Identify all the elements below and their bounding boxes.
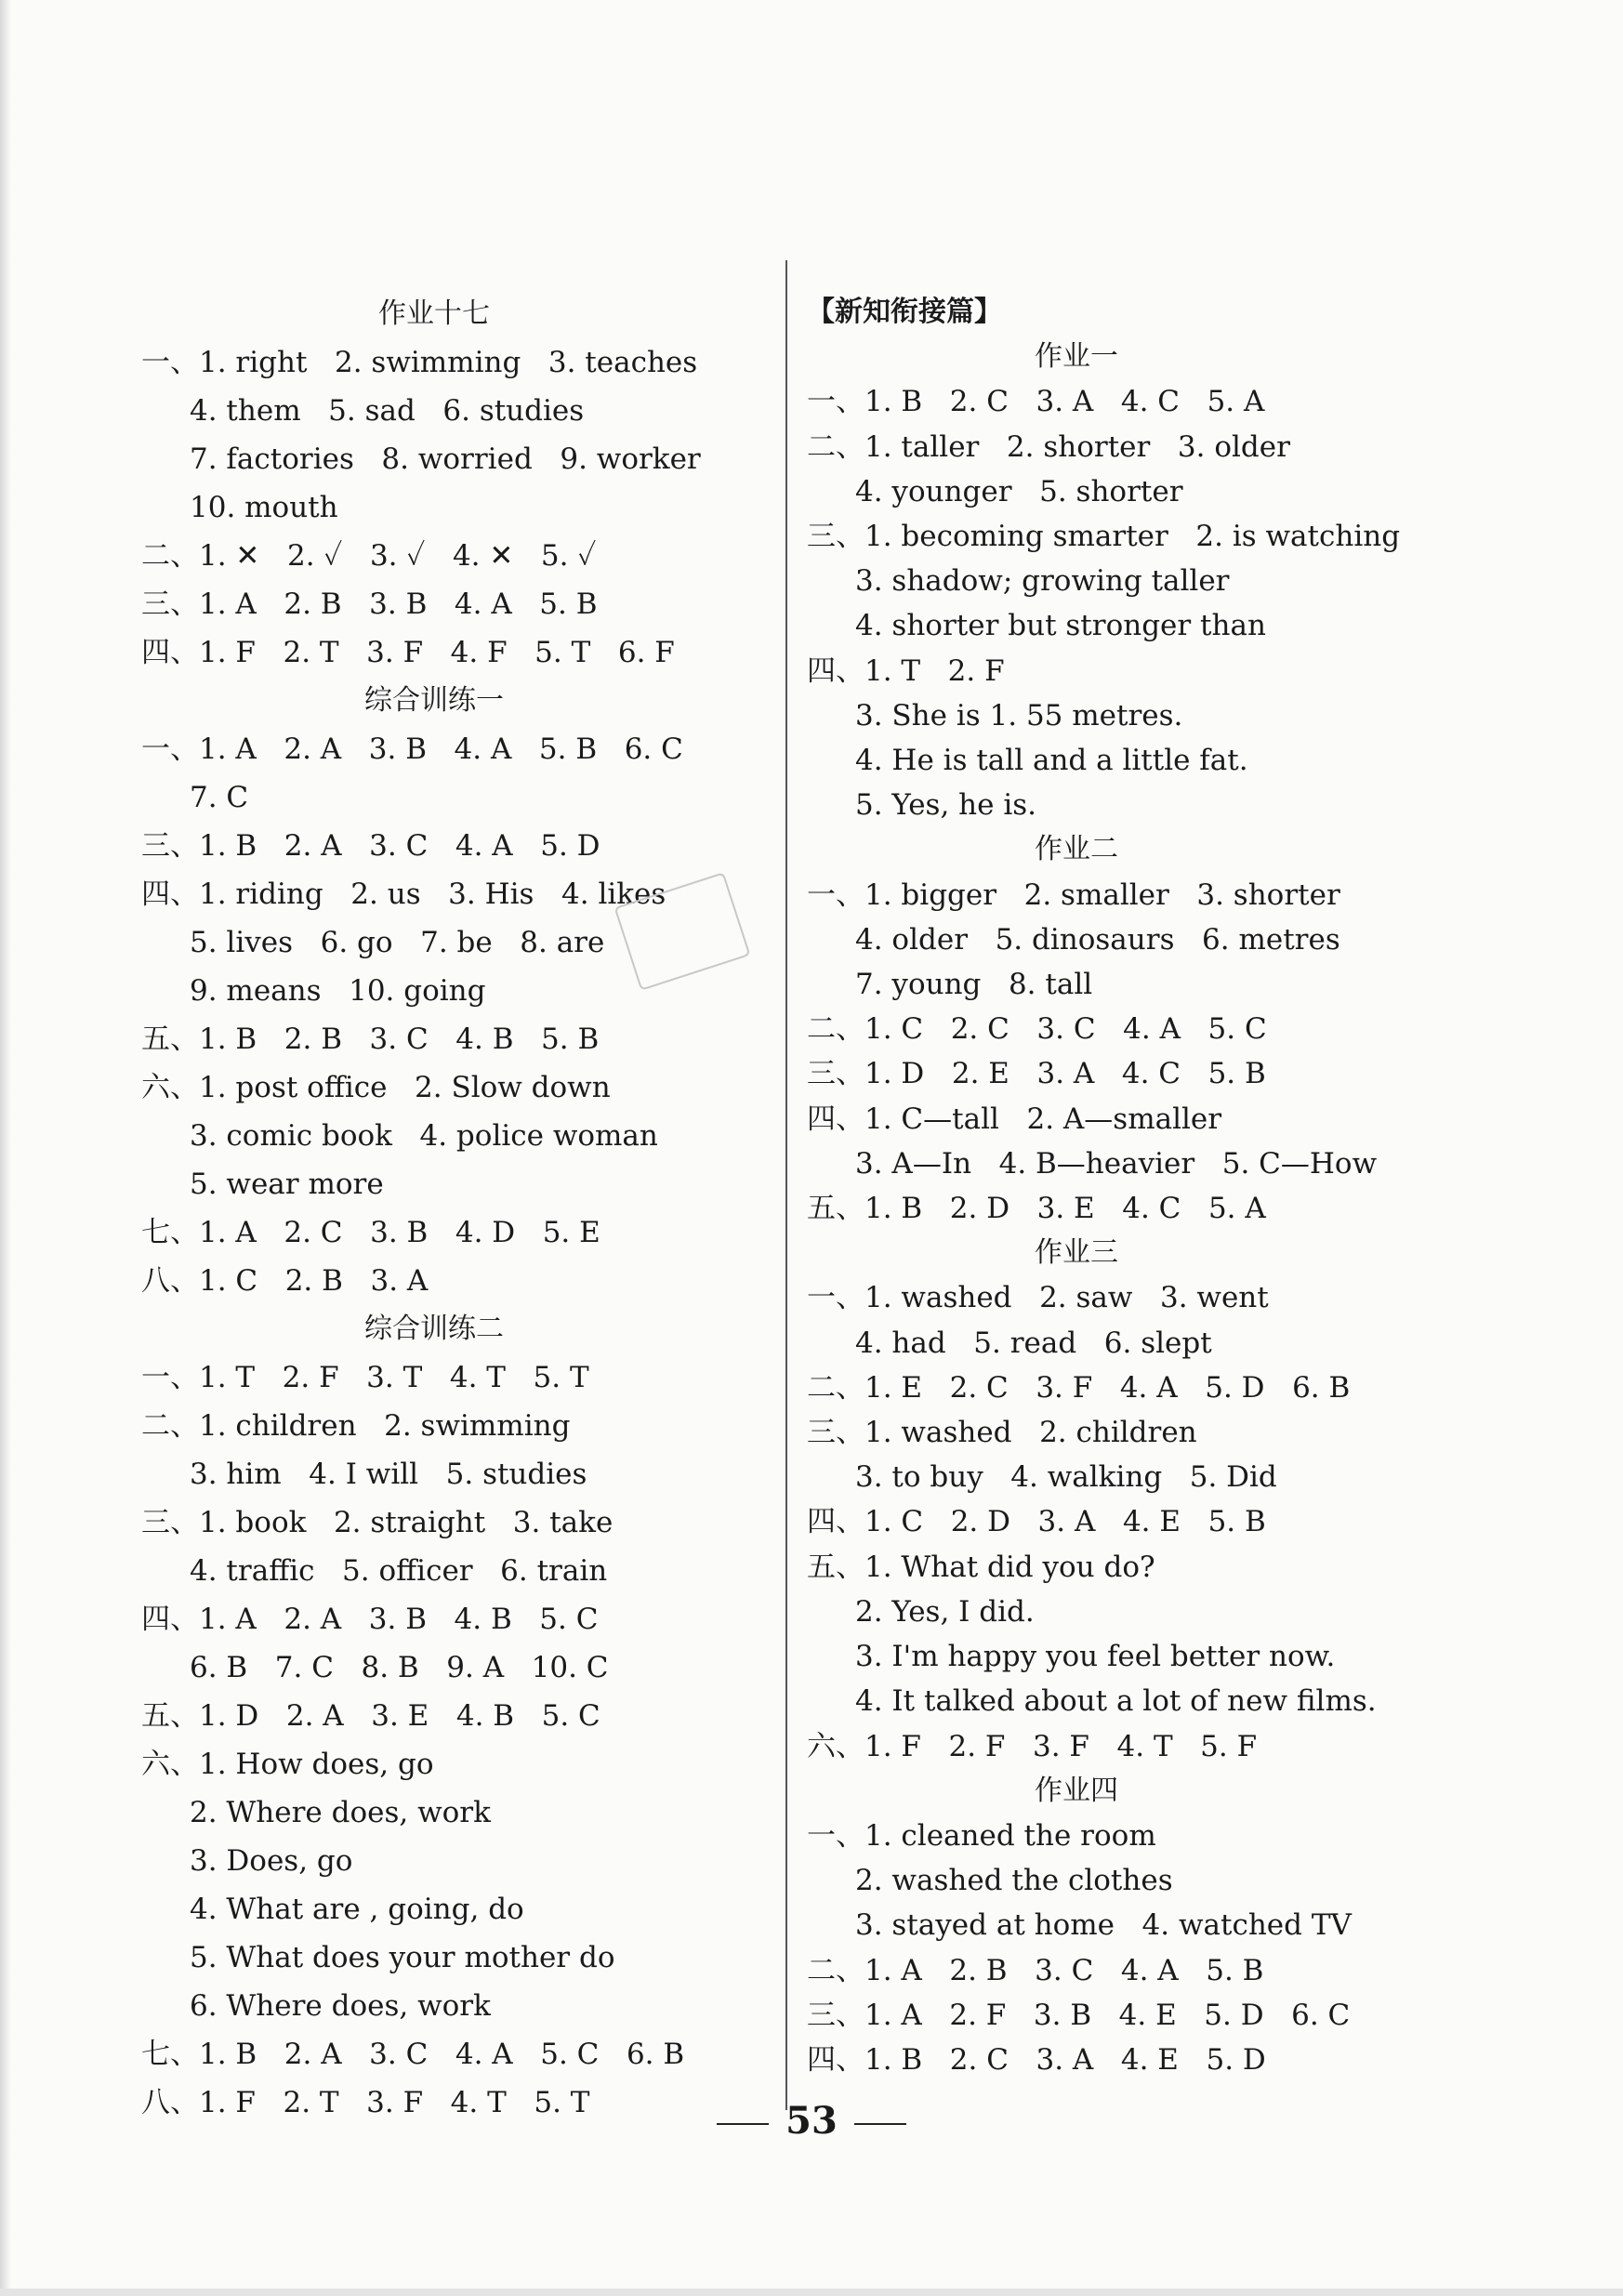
answer-line: 三、1. becoming smarter 2. is watching <box>807 520 1401 554</box>
answer-line: 五、1. What did you do? <box>807 1550 1155 1584</box>
section-title: 综合训练二 <box>364 1313 504 1345</box>
page-number: 53 <box>785 2099 838 2143</box>
answer-line: 二、1. ✕ 2. ✓ 3. ✓ 4. ✕ 5. ✓ <box>141 539 597 573</box>
answer-line: 一、1. cleaned the room <box>807 1818 1156 1853</box>
answer-line: 7. C <box>190 781 249 814</box>
answer-line: 3. him 4. I will 5. studies <box>190 1458 587 1491</box>
part-heading: 【新知衔接篇】 <box>807 296 1002 328</box>
answer-line: 五、1. B 2. B 3. C 4. B 5. B <box>141 1023 600 1056</box>
page-number-footer <box>0 2099 1623 2143</box>
answer-line: 4. had 5. read 6. slept <box>855 1326 1212 1360</box>
answer-line: 三、1. A 2. B 3. B 4. A 5. B <box>141 587 598 621</box>
section-title: 作业二 <box>1035 833 1118 866</box>
left-column <box>141 290 783 2127</box>
answer-line: 一、1. B 2. C 3. A 4. C 5. A <box>807 385 1265 419</box>
answer-line: 10. mouth <box>190 491 338 524</box>
answer-line: 一、1. bigger 2. smaller 3. shorter <box>807 877 1340 912</box>
answer-line: 一、1. right 2. swimming 3. teaches <box>141 346 698 379</box>
answer-line: 二、1. taller 2. shorter 3. older <box>807 429 1290 464</box>
answer-line: 2. Yes, I did. <box>855 1594 1035 1629</box>
answer-line: 一、1. T 2. F 3. T 4. T 5. T <box>141 1361 589 1394</box>
answer-line: 四、1. T 2. F <box>807 653 1005 688</box>
footer-dash <box>717 2123 769 2125</box>
answer-line: 二、1. E 2. C 3. F 4. A 5. D 6. B <box>807 1370 1351 1405</box>
answer-line: 3. shadow; growing taller <box>855 564 1230 599</box>
answer-line: 八、1. F 2. T 3. F 4. T 5. T <box>141 2086 590 2119</box>
answer-line: 4. What are , going, do <box>190 1893 524 1926</box>
answer-line: 6. Where does, work <box>190 1989 491 2023</box>
footer-dash <box>854 2123 906 2125</box>
answer-line: 四、1. C 2. D 3. A 4. E 5. B <box>807 1505 1266 1539</box>
answer-line: 4. shorter but stronger than <box>855 609 1266 643</box>
answer-line: 4. older 5. dinosaurs 6. metres <box>855 922 1340 957</box>
answer-line: 2. Where does, work <box>190 1796 491 1829</box>
answer-line: 三、1. B 2. A 3. C 4. A 5. D <box>141 829 600 863</box>
answer-line: 3. Does, go <box>190 1844 353 1878</box>
answer-line: 9. means 10. going <box>190 974 486 1008</box>
answer-line: 二、1. A 2. B 3. C 4. A 5. B <box>807 1953 1264 1987</box>
answer-line: 三、1. D 2. E 3. A 4. C 5. B <box>807 1057 1266 1091</box>
answer-line: 3. comic book 4. police woman <box>190 1119 658 1153</box>
page-edge-bottom <box>0 2289 1623 2296</box>
answer-line: 6. B 7. C 8. B 9. A 10. C <box>190 1651 609 1684</box>
answer-line: 3. A—In 4. B—heavier 5. C—How <box>855 1146 1378 1181</box>
answer-line: 一、1. A 2. A 3. B 4. A 5. B 6. C <box>141 732 683 766</box>
answer-line: 4. It talked about a lot of new films. <box>855 1684 1377 1719</box>
right-column <box>807 290 1458 2082</box>
answer-line: 五、1. B 2. D 3. E 4. C 5. A <box>807 1192 1266 1226</box>
answer-line: 七、1. B 2. A 3. C 4. A 5. C 6. B <box>141 2038 685 2071</box>
answer-line: 7. factories 8. worried 9. worker <box>190 442 701 476</box>
answer-line: 2. washed the clothes <box>855 1864 1173 1898</box>
answer-line: 3. I'm happy you feel better now. <box>855 1640 1336 1674</box>
answer-line: 4. younger 5. shorter <box>855 474 1183 508</box>
answer-line: 3. stayed at home 4. watched TV <box>855 1908 1352 1943</box>
answer-line: 六、1. F 2. F 3. F 4. T 5. F <box>807 1729 1258 1763</box>
answer-line: 5. lives 6. go 7. be 8. are <box>190 926 605 959</box>
answer-line: 四、1. F 2. T 3. F 4. F 5. T 6. F <box>141 636 675 669</box>
answer-line: 7. young 8. tall <box>855 968 1093 1002</box>
answer-line: 七、1. A 2. C 3. B 4. D 5. E <box>141 1216 600 1249</box>
answer-line: 三、1. A 2. F 3. B 4. E 5. D 6. C <box>807 1998 1351 2032</box>
answer-line: 四、1. riding 2. us 3. His 4. likes <box>141 877 666 911</box>
answer-line: 二、1. C 2. C 3. C 4. A 5. C <box>807 1012 1267 1047</box>
column-divider <box>785 260 787 2110</box>
answer-line: 3. to buy 4. walking 5. Did <box>855 1460 1277 1495</box>
answer-line: 5. Yes, he is. <box>855 788 1037 823</box>
section-title: 作业三 <box>1035 1236 1118 1270</box>
answer-line: 5. What does your mother do <box>190 1941 615 1974</box>
section-title: 作业四 <box>1035 1774 1118 1807</box>
section-title: 作业十七 <box>378 297 490 330</box>
answer-line: 3. She is 1. 55 metres. <box>855 698 1183 732</box>
answer-line: 六、1. How does, go <box>141 1748 434 1781</box>
answer-line: 八、1. C 2. B 3. A <box>141 1264 429 1298</box>
answer-line: 5. wear more <box>190 1168 384 1201</box>
answer-line: 三、1. washed 2. children <box>807 1416 1197 1450</box>
section-title: 综合训练一 <box>364 684 504 717</box>
page-edge-shadow <box>0 0 11 2296</box>
answer-line: 4. them 5. sad 6. studies <box>190 394 585 428</box>
answer-line: 四、1. C—tall 2. A—smaller <box>807 1102 1222 1136</box>
answer-line: 4. He is tall and a little fat. <box>855 744 1248 778</box>
answer-line: 六、1. post office 2. Slow down <box>141 1071 611 1104</box>
answer-line: 四、1. B 2. C 3. A 4. E 5. D <box>807 2042 1266 2077</box>
answer-line: 4. traffic 5. officer 6. train <box>190 1554 608 1588</box>
answer-line: 三、1. book 2. straight 3. take <box>141 1506 614 1539</box>
answer-line: 一、1. washed 2. saw 3. went <box>807 1281 1269 1315</box>
answer-line: 二、1. children 2. swimming <box>141 1409 571 1443</box>
answer-line: 四、1. A 2. A 3. B 4. B 5. C <box>141 1603 599 1636</box>
section-title: 作业一 <box>1035 340 1118 374</box>
answer-line: 五、1. D 2. A 3. E 4. B 5. C <box>141 1699 600 1733</box>
